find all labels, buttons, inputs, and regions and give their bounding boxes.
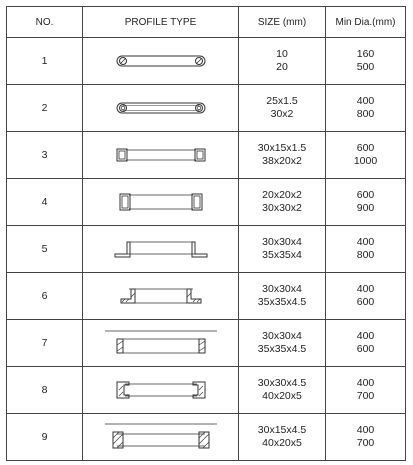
size-cell [239, 179, 326, 226]
header-min-dia: Min Dia.(mm) [326, 7, 406, 38]
size-cell [239, 414, 326, 461]
profile-cell [83, 273, 239, 320]
size-value: 35x35x4.5 [257, 296, 307, 308]
size-value: 30x30x4 [262, 236, 302, 248]
min-dia-value: 1000 [353, 155, 378, 167]
row-number: 8 [7, 367, 83, 414]
min-dia-cell [326, 38, 406, 85]
size-value: 35x35x4.5 [257, 343, 307, 355]
profile-specification-table [6, 6, 406, 461]
table-row [7, 85, 406, 132]
table-row [7, 132, 406, 179]
size-value: 30x30x4 [262, 283, 302, 295]
size-value: 20x20x2 [262, 189, 302, 201]
min-dia-value: 400 [356, 330, 375, 342]
size-value: 30x2 [270, 108, 294, 120]
row-number: 5 [7, 226, 83, 273]
min-dia-cell [326, 179, 406, 226]
size-value: 30x30x4.5 [257, 377, 307, 389]
size-cell [239, 38, 326, 85]
size-cell [239, 226, 326, 273]
size-value: 35x35x4 [262, 249, 302, 261]
header-size: SIZE (mm) [239, 7, 326, 38]
row-number: 3 [7, 132, 83, 179]
row-number: 2 [7, 85, 83, 132]
min-dia-value: 500 [356, 61, 375, 73]
tee-profile-icon [115, 380, 207, 400]
profile-cell [83, 320, 239, 367]
angle-profile-icon [101, 329, 221, 357]
size-value: 20 [276, 61, 288, 73]
round-tube-profile-icon [116, 101, 206, 115]
profile-cell [83, 414, 239, 461]
row-number: 7 [7, 320, 83, 367]
size-value: 40x20x5 [262, 390, 302, 402]
row-number: 1 [7, 38, 83, 85]
table-row [7, 414, 406, 461]
profile-cell [83, 85, 239, 132]
size-cell [239, 273, 326, 320]
size-value: 38x20x2 [262, 155, 302, 167]
min-dia-value: 700 [356, 437, 375, 449]
min-dia-cell [326, 132, 406, 179]
size-value: 30x15x4.5 [257, 424, 307, 436]
min-dia-cell [326, 320, 406, 367]
table-row [7, 367, 406, 414]
min-dia-value: 400 [356, 283, 375, 295]
table-header-row [7, 7, 406, 38]
min-dia-value: 400 [356, 377, 375, 389]
profile-cell [83, 132, 239, 179]
min-dia-cell [326, 85, 406, 132]
min-dia-cell [326, 367, 406, 414]
size-value: 25x1.5 [266, 95, 298, 107]
profile-table-container [6, 6, 406, 461]
min-dia-value: 400 [356, 424, 375, 436]
min-dia-cell [326, 273, 406, 320]
square-tube-profile-icon [119, 192, 203, 212]
min-dia-value: 400 [356, 95, 375, 107]
min-dia-value: 800 [356, 108, 375, 120]
table-row [7, 320, 406, 367]
size-value: 30x30x4 [262, 330, 302, 342]
min-dia-value: 600 [356, 296, 375, 308]
header-no: NO. [7, 7, 83, 38]
row-number: 4 [7, 179, 83, 226]
angle-profile-icon [113, 238, 209, 260]
size-cell [239, 85, 326, 132]
size-cell [239, 367, 326, 414]
profile-cell [83, 38, 239, 85]
table-row [7, 179, 406, 226]
table-row [7, 226, 406, 273]
min-dia-cell [326, 226, 406, 273]
table-row [7, 38, 406, 85]
rectangular-tube-profile-icon [116, 147, 206, 163]
min-dia-value: 900 [356, 202, 375, 214]
min-dia-value: 600 [356, 189, 375, 201]
min-dia-value: 600 [356, 142, 375, 154]
size-value: 30x30x2 [262, 202, 302, 214]
profile-cell [83, 179, 239, 226]
table-row [7, 273, 406, 320]
size-value: 30x15x1.5 [257, 142, 307, 154]
header-profile-type: PROFILE TYPE [83, 7, 239, 38]
size-cell [239, 320, 326, 367]
min-dia-cell [326, 414, 406, 461]
flat-bar-profile-icon [101, 422, 221, 452]
min-dia-value: 800 [356, 249, 375, 261]
row-number: 6 [7, 273, 83, 320]
size-cell [239, 132, 326, 179]
min-dia-value: 160 [356, 48, 375, 60]
angle-profile-icon [119, 285, 203, 307]
row-number: 9 [7, 414, 83, 461]
profile-cell [83, 226, 239, 273]
size-value: 10 [276, 48, 288, 60]
min-dia-value: 600 [356, 343, 375, 355]
size-value: 40x20x5 [262, 437, 302, 449]
min-dia-value: 700 [356, 390, 375, 402]
round-bar-profile-icon [116, 54, 206, 68]
profile-cell [83, 367, 239, 414]
min-dia-value: 400 [356, 236, 375, 248]
